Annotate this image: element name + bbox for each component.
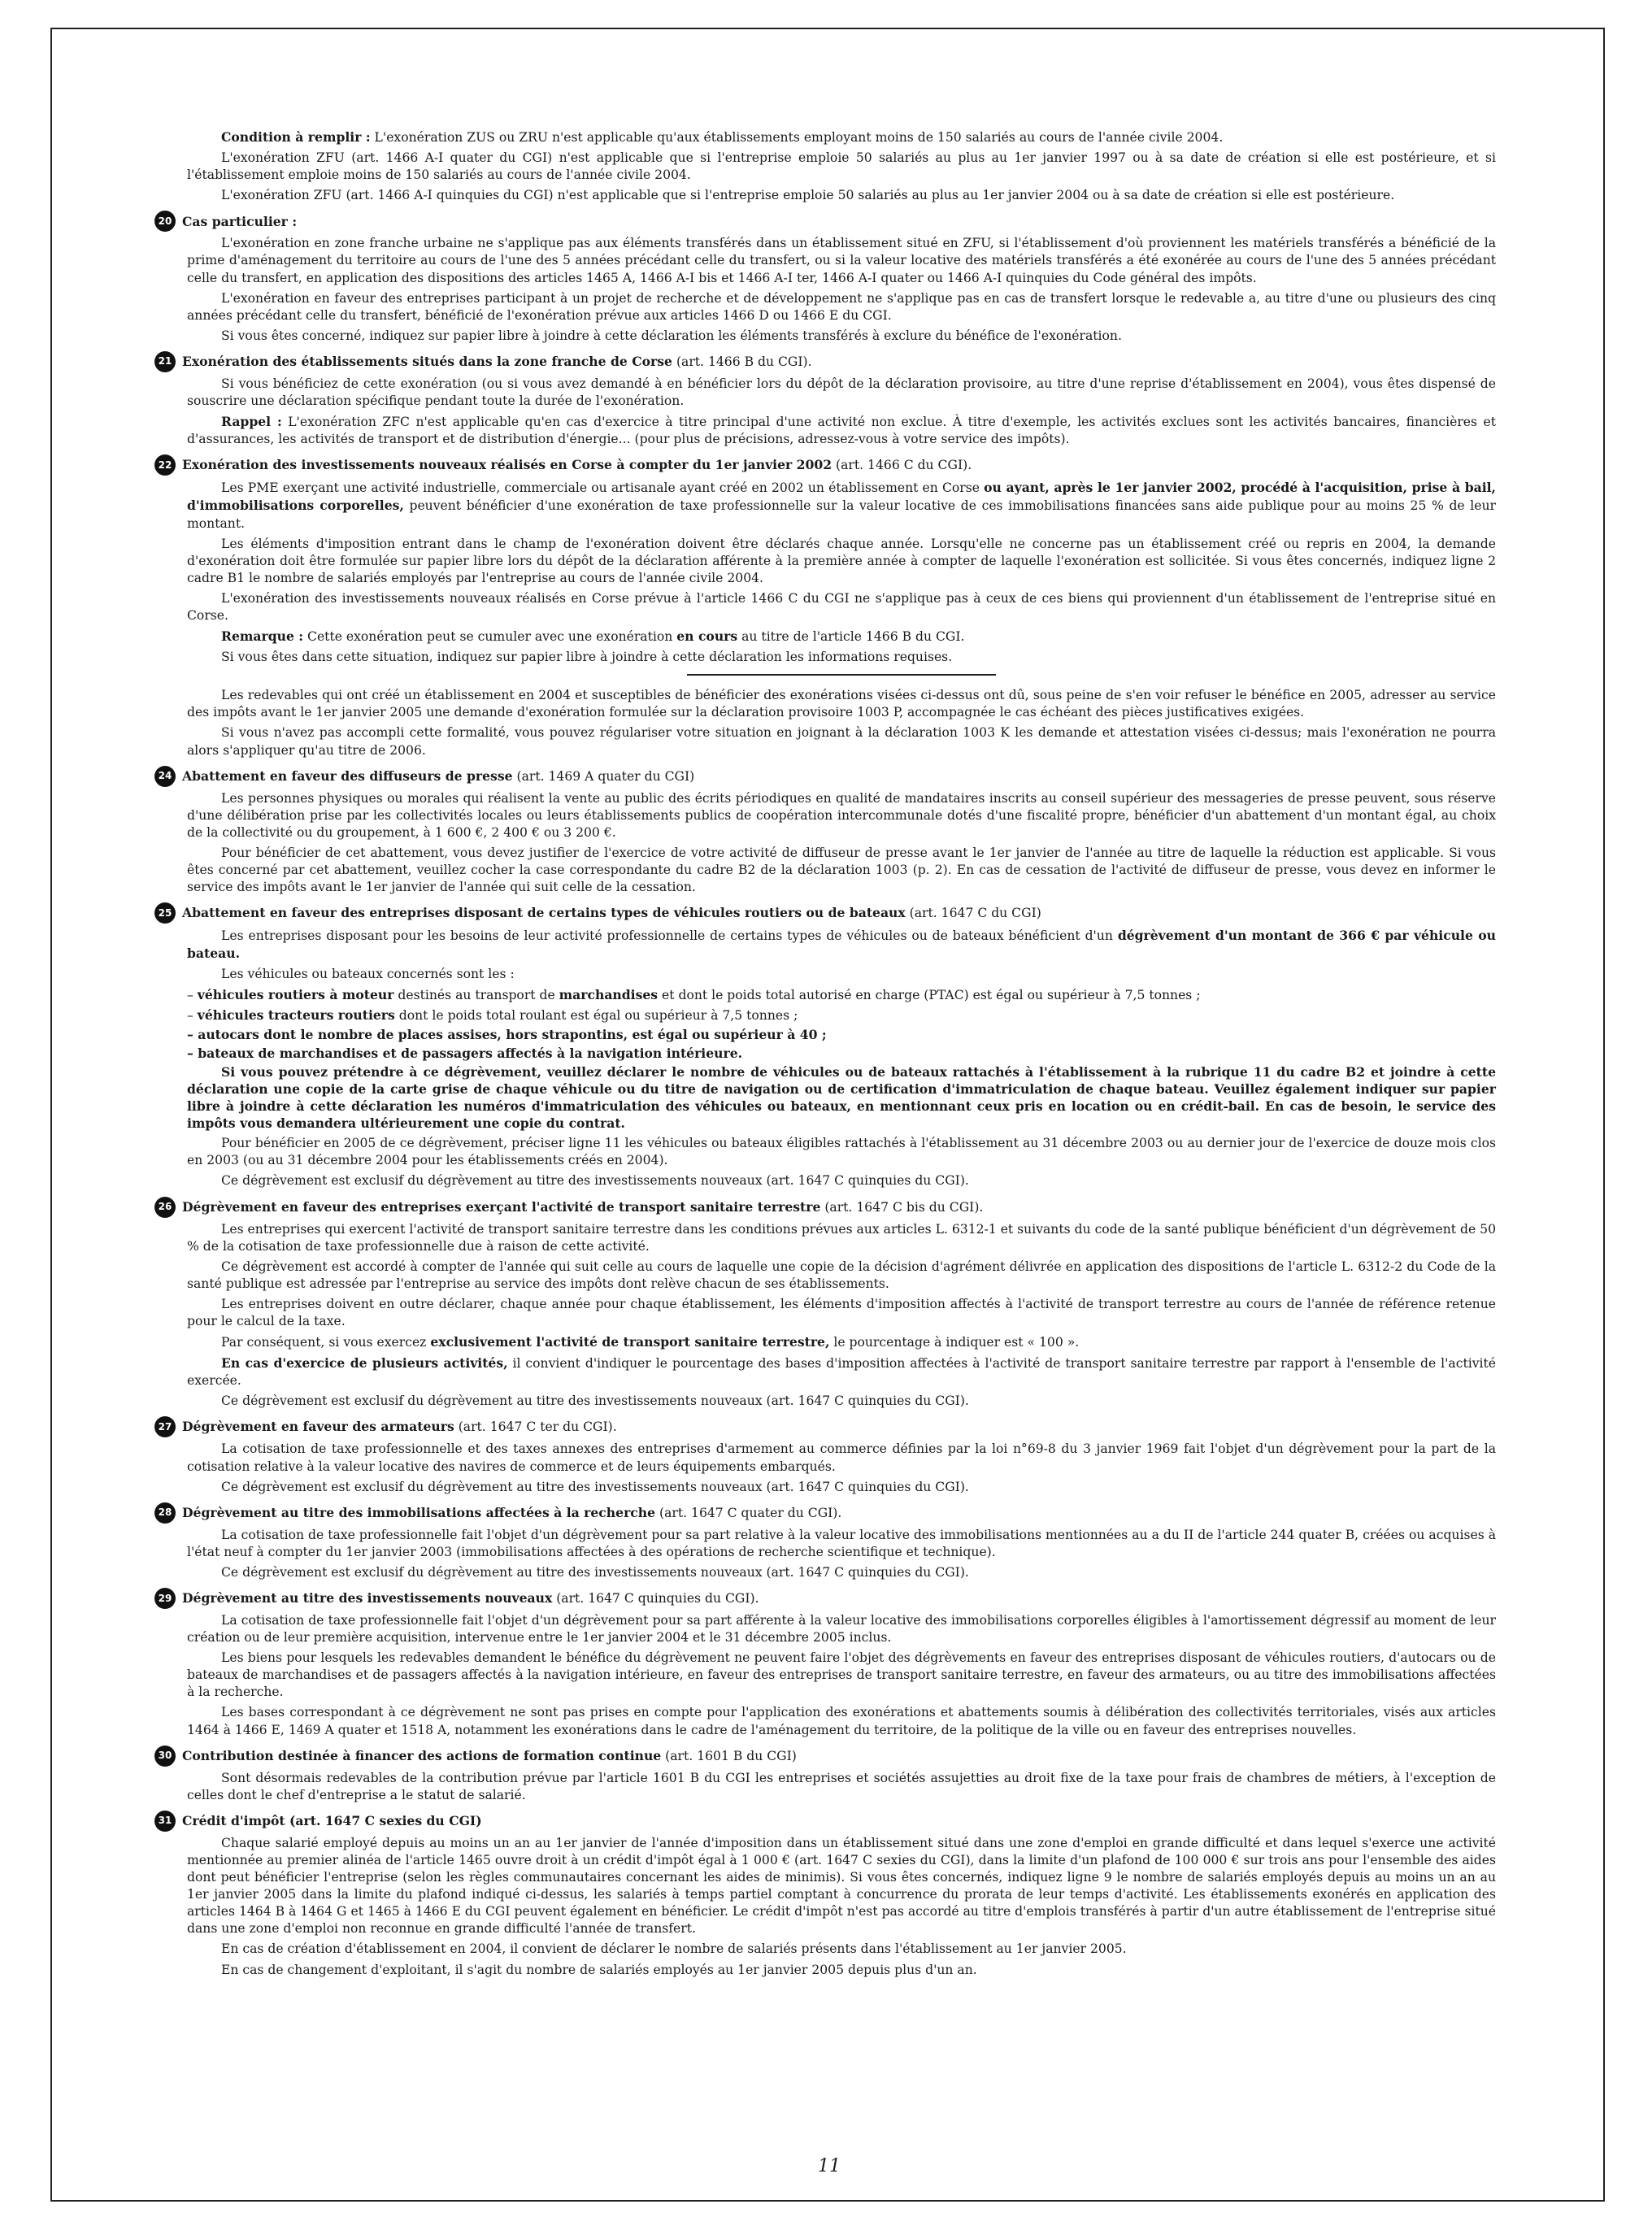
text-run-bold: véhicules routiers à moteur	[197, 987, 394, 1003]
section-number-badge: 24	[154, 766, 176, 787]
text-run: Les PME exerçant une activité industrielle, commerciale ou artisanale ayant créé en 2002 un établissement en Corse	[221, 480, 985, 496]
section-26-paragraph-2: Ce dégrèvement est accordé à compter de l'année qui suit celle au cours de laquelle une copie de la décision d'agrément délivrée en application des dispositions de l'article L. 6312-2 du Code de la santé publique est adressée par l'entreprise au service des impôts dont relève chacun de ses établissements.	[187, 1259, 1496, 1291]
section-number-badge: 30	[154, 1746, 176, 1767]
section-reference: (art. 1601 B du CGI)	[661, 1748, 797, 1763]
list-item	[187, 1006, 1496, 1024]
section-reference: (art. 1466 B du CGI).	[672, 354, 812, 369]
section-21-paragraph-1: Si vous bénéficiez de cette exonération (ou si vous avez demandé à en bénéficier lors du dépôt de la déclaration provisoire, au titre d'une reprise d'établissement en 2004), vous êtes dispensé de souscrire une déclaration spécifique pendant toute la durée de l'exonération.	[187, 376, 1496, 409]
section-25-paragraph-3: Si vous pouvez prétendre à ce dégrèvement, veuillez déclarer le nombre de véhicules ou de bateaux rattachés à l'établissement à la rubrique 11 du cadre B2 et joindre à cette déclaration une copie de la carte grise de chaque véhicule ou du titre de navigation ou de certification d'immatriculation de chaque bateau. Veuillez également indiquer sur papier libre à joindre à cette déclaration les numéros d'immatriculation des véhicules ou bateaux, en mentionnant ceux pris en location ou en crédit-bail. En cas de besoin, le service des impôts vous demandera ultérieurement une copie du contrat.	[187, 1063, 1496, 1132]
section-title: Dégrèvement au titre des immobilisations affectées à la recherche	[182, 1504, 656, 1520]
section-31-heading	[154, 1811, 1496, 1832]
list-item	[187, 986, 1496, 1004]
section-reference: (art. 1647 C quinquies du CGI).	[552, 1591, 759, 1606]
section-22-paragraph-3: L'exonération des investissements nouveaux réalisés en Corse prévue à l'article 1466 C du CGI ne s'applique pas à ceux de ces biens qui proviennent d'un établissement de l'entreprise situé en Corse.	[187, 590, 1496, 623]
section-24-paragraph-2: Pour bénéficier de cet abattement, vous devez justifier de l'exercice de votre activité de diffuseur de presse avant le 1er janvier de l'année au titre de laquelle la réduction est applicable. Si vous êtes concerné par cet abattement, veuillez cocher la case correspondante du cadre B2 de la déclaration 1003 (p. 2). En cas de cessation de l'activité de diffuseur de presse, vous devez en informer le service des impôts avant le 1er janvier de l'année qui suit celle de la cessation.	[187, 845, 1496, 895]
section-28-paragraph-2: Ce dégrèvement est exclusif du dégrèvement au titre des investissements nouveaux (art. 1647 C quinquies du CGI).	[221, 1564, 969, 1580]
section-number-badge: 29	[154, 1588, 176, 1609]
intro-paragraph-1	[187, 128, 1496, 146]
section-number-badge: 28	[154, 1502, 176, 1524]
section-title: Dégrèvement en faveur des entreprises exerçant l'activité de transport sanitaire terrestre	[182, 1198, 821, 1215]
section-26-paragraph-1: Les entreprises qui exercent l'activité de transport sanitaire terrestre dans les conditions prévues aux articles L. 6312-1 et suivants du code de la santé publique bénéficient d'un dégrèvement de 50 % de la cotisation de taxe professionnelle due à raison de cette activité.	[187, 1221, 1496, 1254]
section-number-badge: 25	[154, 902, 176, 924]
section-title: Exonération des investissements nouveaux réalisés en Corse à compter du 1er janvier 2002	[182, 457, 833, 473]
remarque-label: Remarque :	[221, 628, 304, 645]
section-31-paragraph-1: Chaque salarié employé depuis au moins un an au 1er janvier de l'année d'imposition dans un établissement situé dans une zone d'emploi en grande difficulté et dans lequel s'exerce une activité mentionnée au premier alinéa de l'article 1465 ouvre droit à un crédit d'impôt égal à 1 000 € (art. 1647 C sexies du CGI), dans la limite d'un plafond de 100 000 € sur trois ans pour l'ensemble des aides dont peut bénéficier l'entreprise (selon les règles communautaires concernant les aides de minimis). Si vous êtes concernés, indiquez ligne 9 le nombre de salariés employés depuis au moins un an au 1er janvier 2005 dans la limite du plafond indiqué ci-dessus, les salariés à temps partiel comptant à concurrence du prorata de leur temps d'activité. Les établissements exonérés en application des articles 1464 B à 1464 G et 1465 à 1466 E du CGI peuvent également en bénéficier. Le crédit d'impôt n'est pas accordé au titre d'emplois transférés à partir d'un autre établissement de l'entreprise situé dans une zone d'emploi non reconnue en grande difficulté l'année de transfert.	[187, 1835, 1496, 1937]
list-item: – bateaux de marchandises et de passagers affectés à la navigation intérieure.	[187, 1045, 743, 1061]
section-26-paragraph-5	[187, 1354, 1496, 1389]
text-run: destinés au transport de	[393, 988, 559, 1003]
text-run: –	[187, 988, 198, 1003]
text-run: Par conséquent, si vous exercez	[221, 1335, 431, 1350]
section-25-paragraph-5: Ce dégrèvement est exclusif du dégrèvement au titre des investissements nouveaux (art. 1647 C quinquies du CGI).	[221, 1173, 969, 1189]
text-run-bold: dégrèvement d'un montant de 366 € par véhicule ou bateau.	[187, 928, 1496, 962]
section-20-paragraph-3: Si vous êtes concerné, indiquez sur papier libre à joindre à cette déclaration les éléments transférés à exclure du bénéfice de l'exonération.	[221, 328, 1122, 343]
section-31-paragraph-3: En cas de changement d'exploitant, il s'agit du nombre de salariés employés au 1er janvier 2005 depuis plus d'un an.	[221, 1962, 977, 1977]
section-21-heading	[154, 351, 1496, 372]
section-25-paragraph-2: Les véhicules ou bateaux concernés sont les :	[221, 967, 515, 982]
section-26-paragraph-4	[187, 1333, 1496, 1351]
section-number-badge: 26	[154, 1197, 176, 1218]
text-run: au titre de l'article 1466 B du CGI.	[737, 629, 965, 645]
section-22-heading	[154, 454, 1496, 476]
text-run: le pourcentage à indiquer est « 100 ».	[829, 1335, 1080, 1350]
section-24-paragraph-1: Les personnes physiques ou morales qui réalisent la vente au public des écrits périodiques en qualité de mandataires inscrits au conseil supérieur des messageries de presse peuvent, sous réserve d'une délibération prise par les collectivités locales ou leurs établissements publics de coopération intercommunale dotés d'une fiscalité propre, bénéficier d'un abattement d'un montant égal, au choix de la collectivité ou du groupement, à 1 600 €, 2 400 € ou 3 200 €.	[187, 790, 1496, 840]
section-24-heading	[154, 766, 1496, 787]
list-item: – autocars dont le nombre de places assises, hors strapontins, est égal ou supérieur à 40 ;	[187, 1026, 827, 1042]
section-25-paragraph-1	[187, 927, 1496, 963]
section-22-paragraph-5: Si vous êtes dans cette situation, indiquez sur papier libre à joindre à cette déclaration les informations requises.	[221, 650, 953, 665]
section-20-heading	[154, 211, 1496, 232]
section-29-heading	[154, 1588, 1496, 1609]
text-run-bold: marchandises	[559, 987, 659, 1003]
section-20-paragraph-2: L'exonération en faveur des entreprises participant à un projet de recherche et de développement ne s'applique pas en cas de transfert lorsque le redevable a, au titre d'une ou plusieurs des cinq années précédant celle du transfert, bénéficié de l'exonération prévue aux articles 1466 D ou 1466 E du CGI.	[187, 290, 1496, 323]
text-run: Les entreprises disposant pour les besoins de leur activité professionnelle de certains types de véhicules ou de bateaux bénéficient d'un	[221, 928, 1118, 944]
section-number-badge: 20	[154, 211, 176, 232]
rappel-label: Rappel :	[221, 414, 282, 430]
condition-label: Condition à remplir :	[221, 129, 371, 145]
section-30-heading	[154, 1746, 1496, 1767]
section-22-paragraph-1	[187, 479, 1496, 532]
text-run-bold: En cas d'exercice de plusieurs activités,	[221, 1355, 508, 1372]
section-25-heading	[154, 902, 1496, 924]
notice-paragraph-1: Les redevables qui ont créé un établissement en 2004 et susceptibles de bénéficier des exonérations visées ci-dessus ont dû, sous peine de s'en voir refuser le bénéfice en 2005, adresser au service des impôts avant le 1er janvier 2005 une demande d'exonération formulée sur la déclaration provisoire 1003 P, accompagnée le cas échéant des pièces justificatives exigées.	[187, 688, 1496, 720]
intro-paragraph-2: L'exonération ZFU (art. 1466 A-I quater du CGI) n'est applicable que si l'entreprise emploie 50 salariés au plus au 1er janvier 1997 ou à sa date de création si elle est postérieure, et si l'établissement emploie moins de 150 salariés au cours de l'année civile 2004.	[187, 150, 1496, 183]
section-22-paragraph-2: Les éléments d'imposition entrant dans le champ de l'exonération doivent être déclarés chaque année. Lorsqu'elle ne concerne pas un établissement créé ou repris en 2004, la demande d'exonération doit être formulée sur papier libre lors du dépôt de la déclaration afférente à la première année à compter de laquelle l'exonération est sollicitée. Si vous êtes concernés, indiquez ligne 2 cadre B1 le nombre de salariés employés par l'entreprise au cours de l'année civile 2004.	[187, 536, 1496, 585]
text-run-bold: ou ayant, après le 1er janvier 2002, procédé à l'acquisition, prise à bail, d'immobilisations corporelles,	[187, 480, 1496, 514]
section-29-paragraph-2: Les biens pour lesquels les redevables demandent le bénéfice du dégrèvement ne peuvent faire l'objet des dégrèvements en faveur des entreprises disposant de véhicules routiers, d'autocars ou de bateaux de marchandises et de passagers affectés à la navigation intérieure, en faveur des entreprises de transport sanitaire terrestre, en faveur des armateurs, ou au titre des immobilisations affectées à la recherche.	[187, 1650, 1496, 1700]
section-title: Abattement en faveur des entreprises disposant de certains types de véhicules routiers ou de bateaux	[182, 905, 906, 921]
section-title: Dégrèvement au titre des investissements nouveaux	[182, 1590, 553, 1606]
section-reference: (art. 1466 C du CGI).	[832, 458, 972, 473]
section-28-heading	[154, 1502, 1496, 1524]
section-29-paragraph-1: La cotisation de taxe professionnelle fait l'objet d'un dégrèvement pour sa part afférente à la valeur locative des immobilisations corporelles éligibles à l'amortissement dégressif au moment de leur création ou de leur première acquisition, intervenue entre le 1er janvier 2004 et le 31 décembre 2005 inclus.	[187, 1613, 1496, 1646]
section-reference: (art. 1647 C quater du CGI).	[655, 1505, 842, 1520]
section-title: Dégrèvement en faveur des armateurs	[182, 1419, 454, 1435]
section-title: Exonération des établissements situés dans la zone franche de Corse	[182, 353, 672, 369]
section-reference: (art. 1647 C bis du CGI).	[820, 1199, 984, 1215]
section-20-paragraph-1: L'exonération en zone franche urbaine ne s'applique pas aux éléments transférés dans un établissement situé en ZFU, si l'établissement d'où proviennent les matériels transférés a bénéficié de la prime d'aménagement du territoire au cours de l'une des 5 années précédant celle du transfert, ou si la valeur locative des matériels transférés a été exonérée au cours de l'une des 5 années précédant celle du transfert, en application des dispositions des articles 1465 A, 1466 A-I bis et 1466 A-I ter, 1466 A-I quater ou 1466 A-I quinquies du Code général des impôts.	[187, 236, 1496, 285]
section-divider	[687, 674, 996, 676]
section-22-paragraph-4	[187, 628, 1496, 646]
section-26-paragraph-6: Ce dégrèvement est exclusif du dégrèvement au titre des investissements nouveaux (art. 1647 C quinquies du CGI).	[221, 1393, 969, 1409]
rappel-text: L'exonération ZFC n'est applicable qu'en cas d'exercice à titre principal d'une activité non exclue. À titre d'exemple, les activités exclues sont les activités bancaires, financières et d'assurances, les activités de transport et de distribution d'énergie... (pour plus de précisions, adressez-vous à votre service des impôts).	[187, 415, 1496, 447]
condition-text: L'exonération ZUS ou ZRU n'est applicable qu'aux établissements employant moins de 150 salariés au cours de l'année civile 2004.	[370, 130, 1224, 145]
section-27-paragraph-1: La cotisation de taxe professionnelle et des taxes annexes des entreprises d'armement au commerce définies par la loi n°69-8 du 3 janvier 1969 fait l'objet d'un dégrèvement pour la part de la cotisation relative à la valeur locative des navires de commerce et de leurs équipements embarqués.	[187, 1441, 1496, 1474]
section-title: Cas particulier :	[182, 213, 298, 229]
text-run-bold: exclusivement l'activité de transport sanitaire terrestre,	[430, 1334, 830, 1350]
section-number-badge: 22	[154, 454, 176, 476]
section-30-paragraph-1: Sont désormais redevables de la contribution prévue par l'article 1601 B du CGI les entreprises et sociétés assujetties au droit fixe de la taxe pour frais de chambres de métiers, à l'exception de celles dont le chef d'entreprise a le statut de salarié.	[187, 1770, 1496, 1802]
section-reference: (art. 1469 A quater du CGI)	[512, 768, 695, 784]
section-reference: (art. 1647 C ter du CGI).	[454, 1420, 617, 1435]
section-title: Abattement en faveur des diffuseurs de presse	[182, 767, 513, 784]
text-run: Cette exonération peut se cumuler avec une exonération	[303, 629, 677, 645]
section-21-paragraph-2	[187, 413, 1496, 448]
text-run: –	[187, 1007, 198, 1023]
document-body	[158, 128, 1496, 1982]
section-27-paragraph-2: Ce dégrèvement est exclusif du dégrèvement au titre des investissements nouveaux (art. 1647 C quinquies du CGI).	[221, 1479, 969, 1494]
section-25-paragraph-4: Pour bénéficier en 2005 de ce dégrèvement, préciser ligne 11 les véhicules ou bateaux éligibles rattachés à l'établissement au 31 décembre 2003 ou au dernier jour de l'exercice de douze mois clos en 2003 (ou au 31 décembre 2004 pour les établissements créés en 2004).	[187, 1136, 1496, 1168]
text-run: peuvent bénéficier d'une exonération de taxe professionnelle sur la valeur locative de ces immobilisations financées sans aide publique pour au moins 25 % de leur montant.	[187, 498, 1496, 531]
intro-paragraph-3: L'exonération ZFU (art. 1466 A-I quinquies du CGI) n'est applicable que si l'entreprise emploie 50 salariés au plus au 1er janvier 2004 ou à sa date de création si elle est postérieure.	[221, 188, 1395, 203]
section-27-heading	[154, 1416, 1496, 1437]
section-28-paragraph-1: La cotisation de taxe professionnelle fait l'objet d'un dégrèvement pour sa part relative à la valeur locative des immobilisations mentionnées au a du II de l'article 244 quater B, créées ou acquises à l'état neuf à compter du 1er janvier 2003 (immobilisations affectées à des opérations de recherche scientifique et technique).	[187, 1527, 1496, 1559]
section-number-badge: 27	[154, 1416, 176, 1437]
notice-paragraph-2: Si vous n'avez pas accompli cette formalité, vous pouvez régulariser votre situation en joignant à la déclaration 1003 K les demande et attestation visées ci-dessus; mais l'exonération ne pourra alors s'appliquer qu'au titre de 2006.	[187, 725, 1496, 758]
section-29-paragraph-3: Les bases correspondant à ce dégrèvement ne sont pas prises en compte pour l'application des exonérations et abattements soumis à délibération des collectivités territoriales, visés aux articles 1464 à 1466 E, 1469 A quater et 1518 A, notamment les exonérations dans le cadre de l'aménagement du territoire, de la politique de la ville ou en faveur des entreprises nouvelles.	[187, 1705, 1496, 1737]
section-26-paragraph-3: Les entreprises doivent en outre déclarer, chaque année pour chaque établissement, les éléments d'imposition affectés à l'activité de transport terrestre au cours de l'année de référence retenue pour le calcul de la taxe.	[187, 1296, 1496, 1328]
section-31-paragraph-2: En cas de création d'établissement en 2004, il convient de déclarer le nombre de salariés présents dans l'établissement au 1er janvier 2005.	[221, 1941, 1127, 1957]
section-reference: (art. 1647 C du CGI)	[905, 906, 1041, 921]
page-number: 11	[818, 2156, 841, 2176]
text-run: dont le poids total roulant est égal ou supérieur à 7,5 tonnes ;	[394, 1007, 798, 1023]
section-title: Contribution destinée à financer des actions de formation continue	[182, 1747, 662, 1763]
section-number-badge: 31	[154, 1811, 176, 1832]
section-title: Crédit d'impôt (art. 1647 C sexies du CGI)	[182, 1813, 482, 1829]
section-26-heading	[154, 1197, 1496, 1218]
section-number-badge: 21	[154, 351, 176, 372]
text-run-bold: véhicules tracteurs routiers	[197, 1006, 395, 1023]
text-run: il convient d'indiquer le pourcentage des bases d'imposition affectées à l'activité de transport sanitaire terrestre par rapport à l'ensemble de l'activité exercée.	[187, 1356, 1496, 1389]
vehicle-list	[187, 986, 1496, 1061]
text-run: et dont le poids total autorisé en charge (PTAC) est égal ou supérieur à 7,5 tonnes ;	[658, 988, 1201, 1003]
text-run-bold: en cours	[676, 628, 738, 645]
